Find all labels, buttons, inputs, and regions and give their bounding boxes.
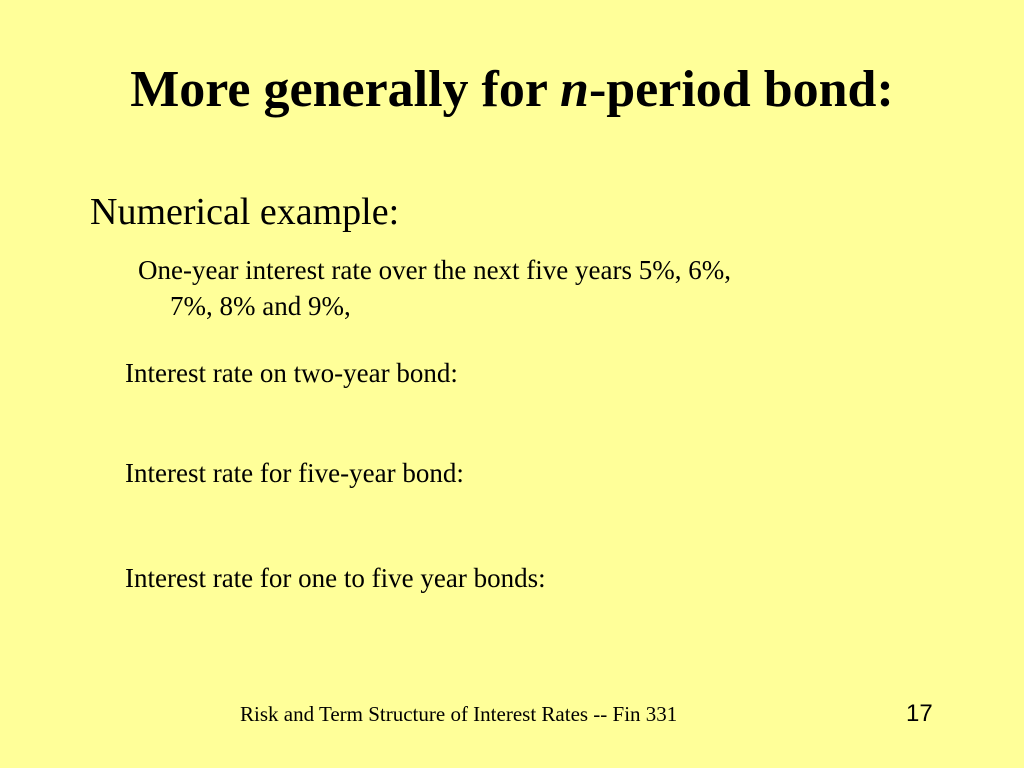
one-to-five-year-bonds-item: Interest rate for one to five year bonds: (125, 563, 546, 593)
two-year-bond-item: Interest rate on two-year bond: (125, 358, 458, 388)
slide-footer (0, 699, 1024, 729)
example-text (138, 252, 918, 324)
slide-title (0, 58, 1024, 122)
title-prefix: More generally for (130, 61, 561, 118)
example-line-1: One-year interest rate over the next five years 5%, 6%, (138, 255, 731, 285)
slide-number: 17 (906, 700, 933, 727)
example-line-2: 7%, 8% and 9%, (170, 291, 351, 321)
section-heading: Numerical example: (90, 191, 400, 233)
five-year-bond-item: Interest rate for five-year bond: (125, 458, 464, 488)
title-suffix: -period bond: (588, 61, 894, 118)
footer-text: Risk and Term Structure of Interest Rates -- Fin 331 (240, 702, 678, 726)
title-variable: n (560, 61, 589, 118)
